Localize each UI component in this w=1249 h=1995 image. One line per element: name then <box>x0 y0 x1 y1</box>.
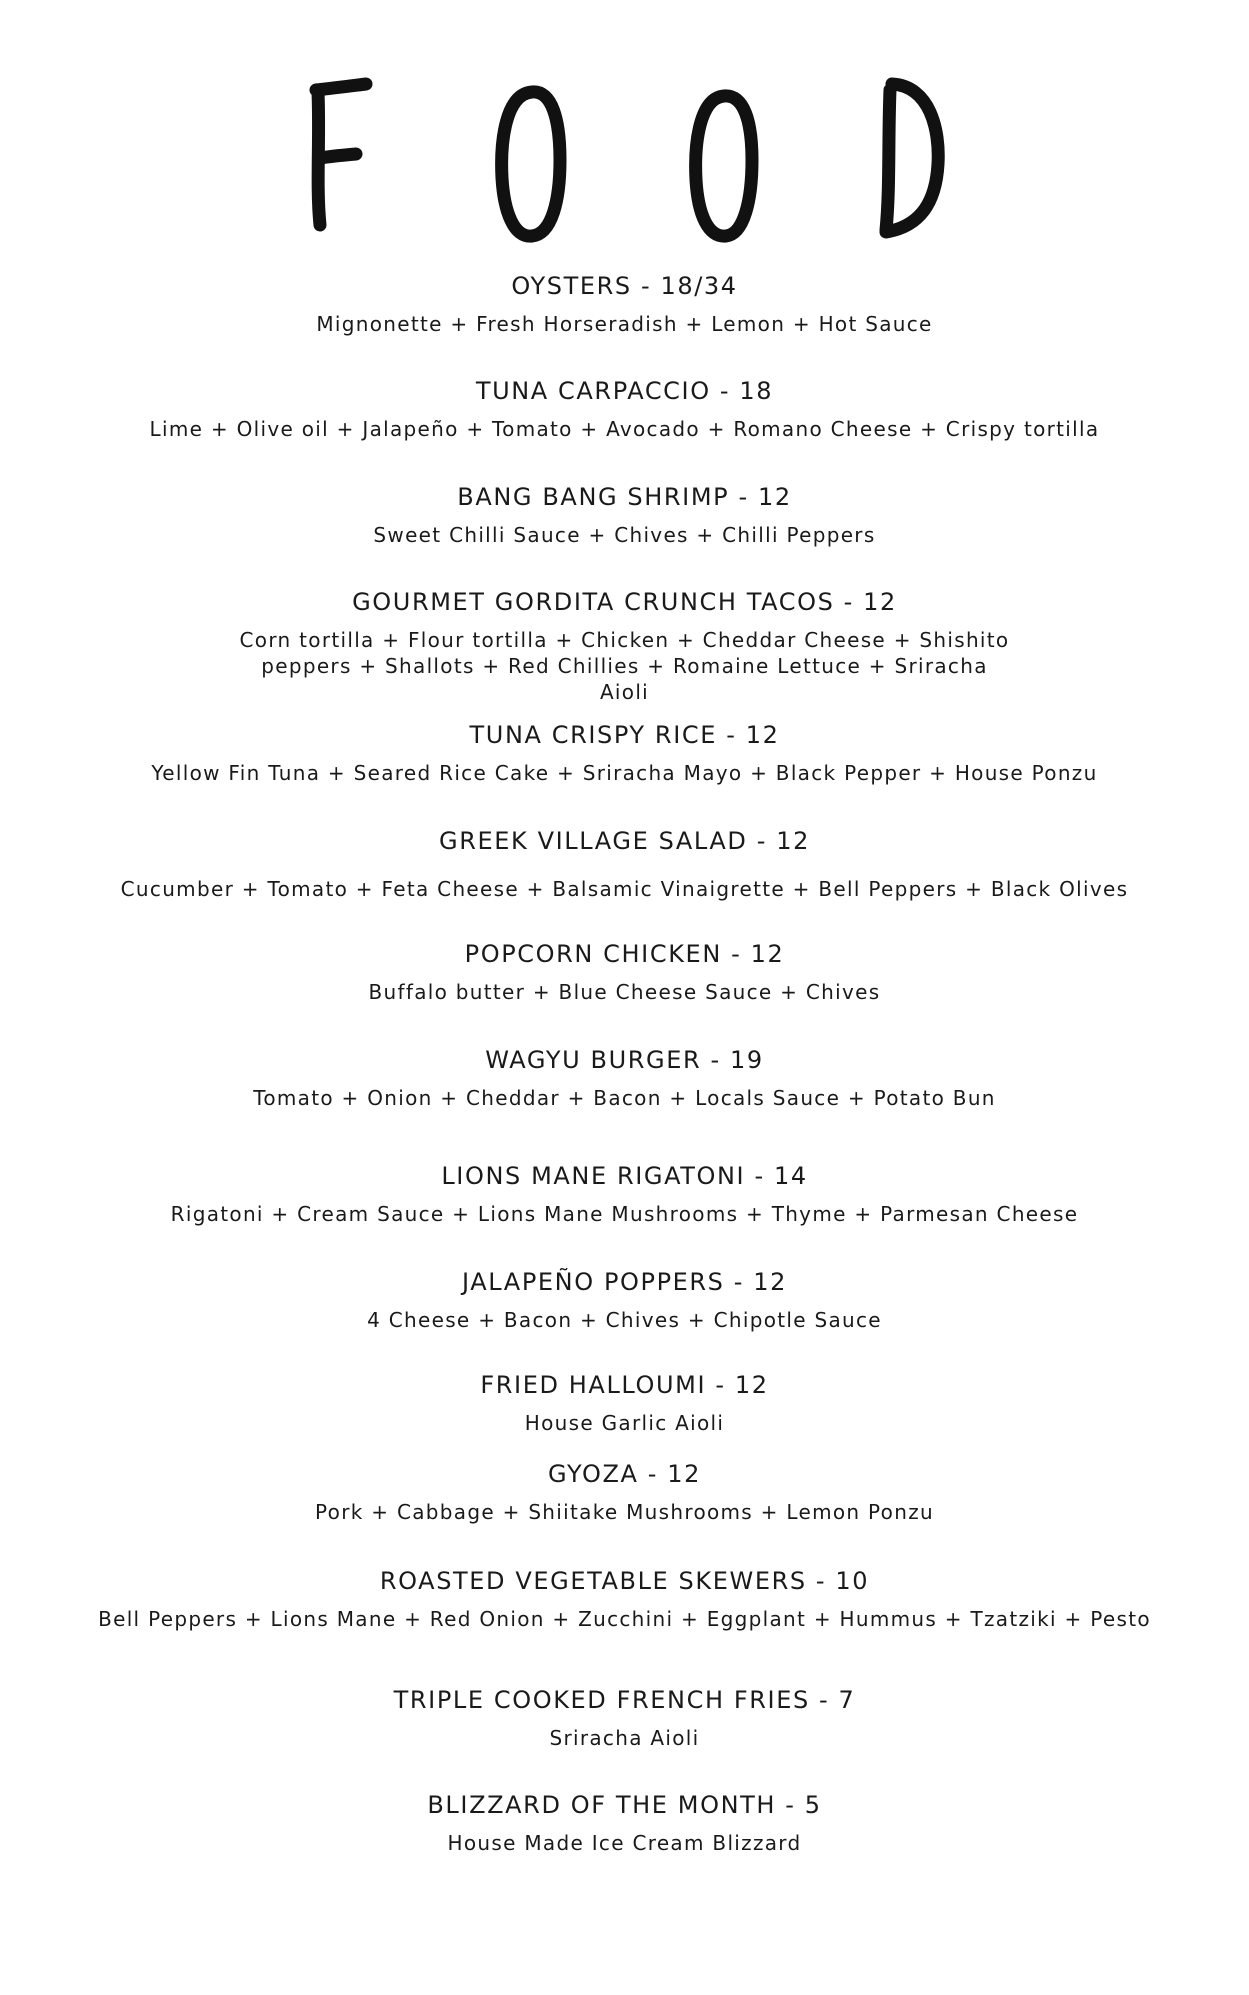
menu-item-description: House Garlic Aioli <box>524 1411 725 1435</box>
title-letter-o1 <box>502 92 560 236</box>
menu-item <box>0 1790 1249 1856</box>
menu-item-name: LIONS MANE RIGATONI - 14 <box>441 1162 808 1190</box>
menu-item-name: GYOZA - 12 <box>548 1460 701 1488</box>
menu-item-description: 4 Cheese + Bacon + Chives + Chipotle Sauce <box>367 1308 882 1332</box>
menu-item <box>0 720 1249 786</box>
menu-item <box>0 482 1249 548</box>
menu-item <box>0 826 1249 902</box>
menu-item-description: House Made Ice Cream Blizzard <box>447 1831 802 1855</box>
menu-item-name: JALAPEÑO POPPERS - 12 <box>462 1268 787 1296</box>
menu-item-name: BANG BANG SHRIMP - 12 <box>457 483 792 511</box>
menu-item <box>0 1459 1249 1525</box>
menu-title <box>0 0 1249 260</box>
menu-item-name: OYSTERS - 18/34 <box>511 272 738 300</box>
menu-item-description: Buffalo butter + Blue Cheese Sauce + Chives <box>368 980 881 1004</box>
menu-item <box>0 271 1249 337</box>
menu-item-description: Corn tortilla + Flour tortilla + Chicken + Cheddar Cheese + Shishito peppers + Shallots + Red Chillies + Romaine Lettuce + Sriracha Aioli <box>239 628 1010 704</box>
menu-item <box>0 1685 1249 1751</box>
menu-item-name: GREEK VILLAGE SALAD - 12 <box>439 827 810 855</box>
menu-item-description: Cucumber + Tomato + Feta Cheese + Balsamic Vinaigrette + Bell Peppers + Black Olives <box>120 877 1129 901</box>
menu-item-name: ROASTED VEGETABLE SKEWERS - 10 <box>379 1567 870 1595</box>
menu-item-description: Sweet Chilli Sauce + Chives + Chilli Peppers <box>373 523 876 547</box>
title-letter-d-stem <box>886 90 890 230</box>
menu-item-name: GOURMET GORDITA CRUNCH TACOS - 12 <box>352 588 897 616</box>
title-letter-f-top <box>316 84 366 90</box>
menu-item-description: Pork + Cabbage + Shiitake Mushrooms + Lemon Ponzu <box>315 1500 934 1524</box>
menu-item-name: TUNA CRISPY RICE - 12 <box>469 721 780 749</box>
title-letter-f-mid <box>320 154 356 158</box>
menu-item-description: Rigatoni + Cream Sauce + Lions Mane Mushrooms + Thyme + Parmesan Cheese <box>170 1202 1079 1226</box>
menu-item-description: Mignonette + Fresh Horseradish + Lemon + Hot Sauce <box>316 312 933 336</box>
hand-drawn-title-graphic <box>0 0 1249 260</box>
menu-item-name: BLIZZARD OF THE MONTH - 5 <box>427 1791 822 1819</box>
menu-item-description: Bell Peppers + Lions Mane + Red Onion + Zucchini + Eggplant + Hummus + Tzatziki + Pesto <box>98 1607 1151 1631</box>
menu-item <box>0 1370 1249 1436</box>
menu-item-name: POPCORN CHICKEN - 12 <box>464 940 785 968</box>
menu-item-name: TUNA CARPACCIO - 18 <box>475 377 774 405</box>
menu-item <box>0 1566 1249 1632</box>
menu-item-description: Lime + Olive oil + Jalapeño + Tomato + Avocado + Romano Cheese + Crispy tortilla <box>149 417 1100 441</box>
menu-item <box>0 1161 1249 1227</box>
menu-item-description: Tomato + Onion + Cheddar + Bacon + Locals Sauce + Potato Bun <box>253 1086 996 1110</box>
menu-item <box>0 1267 1249 1333</box>
title-letter-o2 <box>696 96 752 236</box>
menu-item-description: Yellow Fin Tuna + Seared Rice Cake + Sriracha Mayo + Black Pepper + House Ponzu <box>151 761 1098 785</box>
menu-item-name: WAGYU BURGER - 19 <box>485 1046 764 1074</box>
menu-item-description: Sriracha Aioli <box>549 1726 700 1750</box>
menu-item <box>0 1045 1249 1111</box>
menu-item <box>0 587 1249 705</box>
menu-item-name: FRIED HALLOUMI - 12 <box>480 1371 769 1399</box>
menu-item-name: TRIPLE COOKED FRENCH FRIES - 7 <box>393 1686 856 1714</box>
menu-item <box>0 939 1249 1005</box>
menu-item <box>0 376 1249 442</box>
